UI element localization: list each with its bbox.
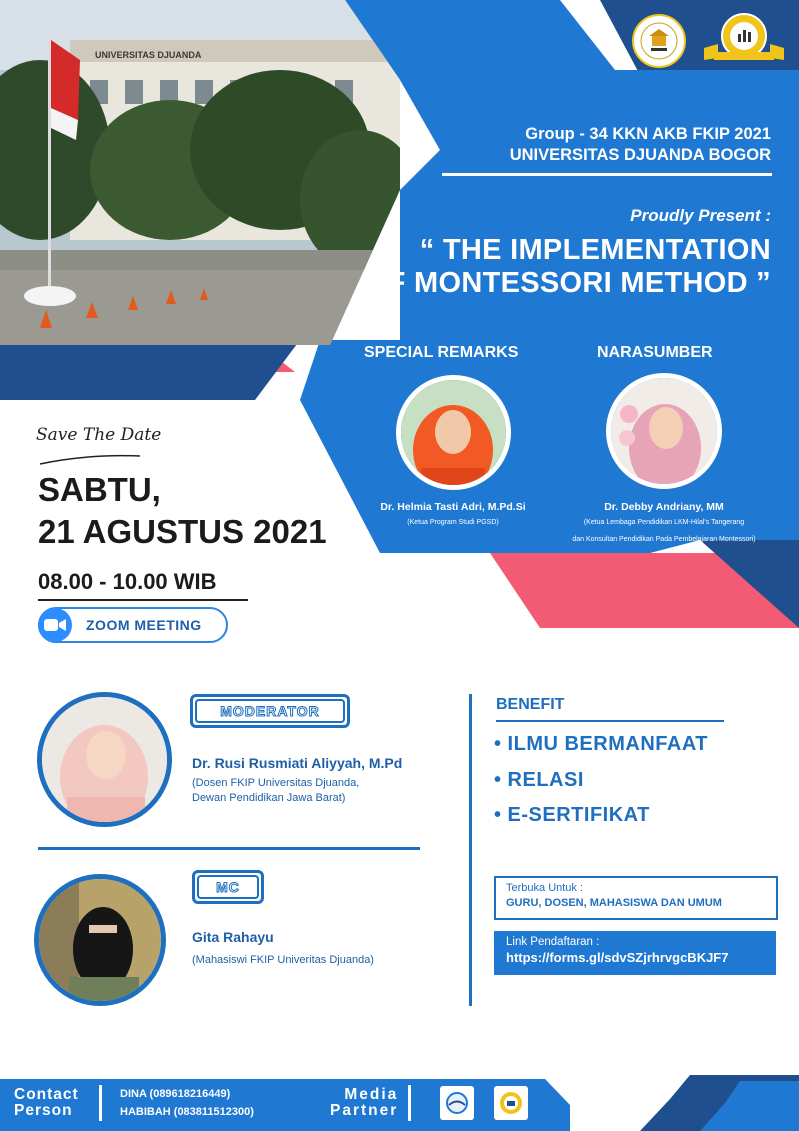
photo-sign-text: UNIVERSITAS DJUANDA <box>95 50 202 60</box>
group-title <box>510 124 771 166</box>
mc-tag <box>192 870 264 904</box>
audience-label: Terbuka Untuk : <box>506 882 584 894</box>
registration-link-box[interactable] <box>494 931 776 975</box>
zoom-meeting-badge <box>38 607 228 643</box>
narasumber-name: Dr. Debby Andriany, MM <box>604 501 724 513</box>
narasumber-role <box>548 514 780 548</box>
mc-name: Gita Rahayu <box>192 929 274 945</box>
contact-label-line2: Person <box>14 1102 73 1119</box>
remarks-speaker-role: (Ketua Program Studi PGSD) <box>407 519 499 526</box>
footer-background <box>0 1075 799 1131</box>
registration-link-label: Link Pendaftaran : <box>506 936 600 948</box>
moderator-role <box>192 776 359 806</box>
contact-dina: DINA (089618216449) <box>120 1088 231 1100</box>
benefit-item: • ILMU BERMANFAAT <box>494 733 708 755</box>
narasumber-role-line2: dan Konsultan Pendidikan Pada Pembelajaran Montessori) <box>572 536 756 543</box>
benefit-item: • E-SERTIFIKAT <box>494 804 650 826</box>
event-title-line1: “ THE IMPLEMENTATION <box>419 234 771 266</box>
event-title-line2: OF MONTESSORI METHOD ” <box>364 267 771 299</box>
benefit-item: • RELASI <box>494 769 584 791</box>
fkip-logo <box>632 14 686 68</box>
contact-habibah: HABIBAH (083811512300) <box>120 1106 254 1118</box>
zoom-meeting-label: ZOOM MEETING <box>86 617 202 633</box>
event-date: 21 AGUSTUS 2021 <box>38 513 327 550</box>
moderator-tag-label: MODERATOR <box>195 699 345 723</box>
contact-label-line1: Contact <box>14 1086 79 1103</box>
registration-link[interactable]: https://forms.gl/sdvSZjrhrvgcBKJF7 <box>506 950 729 965</box>
mc-tag-label: MC <box>197 875 259 899</box>
special-remarks-label: SPECIAL REMARKS <box>364 344 519 361</box>
narasumber-photo <box>606 373 722 489</box>
moderator-tag <box>190 694 350 728</box>
media-label-line1: Media <box>344 1086 399 1103</box>
moderator-role-line1: (Dosen FKIP Universitas Djuanda, <box>192 777 360 789</box>
remarks-speaker-photo <box>396 375 511 490</box>
moderator-photo <box>37 692 172 827</box>
zoom-camera-icon <box>38 608 72 642</box>
media-partner-logo <box>440 1086 474 1120</box>
moderator-role-line2: Dewan Pendidikan Jawa Barat) <box>192 792 346 804</box>
proudly-present: Proudly Present : <box>630 206 771 225</box>
save-the-date: Save The Date <box>36 425 162 445</box>
contact-person-label <box>14 1087 79 1119</box>
benefit-title: BENEFIT <box>496 696 565 713</box>
time-underline <box>38 599 248 601</box>
event-title <box>365 234 771 300</box>
event-time: 08.00 - 10.00 WIB <box>38 569 217 594</box>
group-title-line2: UNIVERSITAS DJUANDA BOGOR <box>509 146 771 164</box>
narasumber-label: NARASUMBER <box>597 344 713 361</box>
group-title-line1: Group - 34 KKN AKB FKIP 2021 <box>525 125 771 143</box>
kkn-logo <box>704 10 784 66</box>
audience-value: GURU, DOSEN, MAHASISWA DAN UMUM <box>506 897 722 909</box>
media-label-line2: Partner <box>330 1102 399 1119</box>
mc-photo <box>34 874 166 1006</box>
audience-box <box>494 876 778 920</box>
footer-divider <box>408 1085 411 1121</box>
moderator-mc-divider <box>38 847 420 850</box>
event-day: SABTU, <box>38 471 161 508</box>
media-partner-label <box>330 1087 398 1119</box>
campus-photo <box>0 0 400 345</box>
remarks-speaker-name: Dr. Helmia Tasti Adri, M.Pd.Si <box>380 501 526 513</box>
title-divider <box>442 173 772 176</box>
benefit-underline <box>496 720 724 722</box>
moderator-name: Dr. Rusi Rusmiati Aliyyah, M.Pd <box>192 755 403 771</box>
footer-divider <box>99 1085 102 1121</box>
media-partner-logo <box>494 1086 528 1120</box>
content-vertical-divider <box>469 694 472 1006</box>
mc-role: (Mahasiswi FKIP Univeritas Djuanda) <box>192 954 374 966</box>
save-the-date-underline <box>38 452 142 466</box>
narasumber-role-line1: (Ketua Lembaga Pendidikan LKM-Hilal's Tangerang <box>583 519 745 526</box>
